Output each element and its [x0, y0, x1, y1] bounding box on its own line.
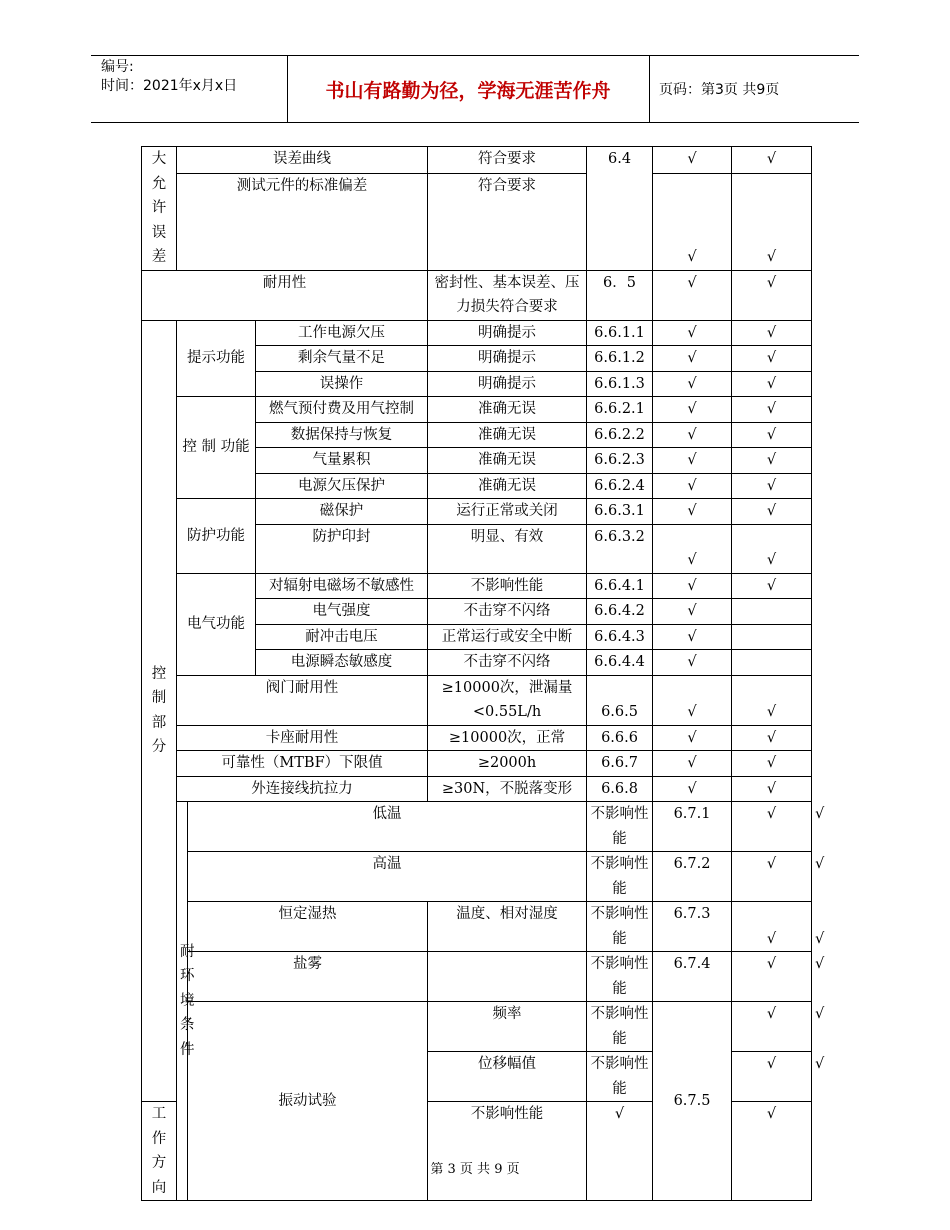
requirement-cell: 运行正常或关闭: [428, 499, 587, 525]
check-cell: √: [653, 173, 732, 270]
check-cell: √: [732, 776, 812, 802]
check-cell: √: [653, 473, 732, 499]
clause-cell: 6.6.2.3: [587, 448, 653, 474]
clause-cell: 6.6.2.4: [587, 473, 653, 499]
time-label: 时间：2021年x月x日: [101, 78, 238, 94]
check-cell: √: [732, 1102, 812, 1201]
table-row: [142, 147, 812, 174]
clause-cell: 6.6.3.2: [587, 524, 653, 573]
check-cell: √: [653, 397, 732, 423]
clause-cell: 6.6.2.2: [587, 422, 653, 448]
requirement-cell: ≥10000次，泄漏量<0.55L/h: [428, 675, 587, 725]
clause-cell: 6.6.4.3: [587, 624, 653, 650]
table-row: [142, 725, 812, 751]
item-cell: 低温: [188, 802, 587, 852]
check-cell: √: [732, 952, 812, 1002]
group-vibration: 振动试验: [188, 1002, 428, 1201]
requirement-cell: 准确无误: [428, 448, 587, 474]
item-cell: 测试元件的标准偏差: [177, 173, 428, 270]
check-cell: √: [653, 270, 732, 320]
item-cell: 误差曲线: [177, 147, 428, 174]
clause-cell: 6.7.5: [653, 1002, 732, 1201]
item-cell: 电气强度: [256, 599, 428, 625]
group-salt: 盐雾: [188, 952, 428, 1002]
check-cell: [732, 624, 812, 650]
item-cell: 电源瞬态敏感度: [256, 650, 428, 676]
check-cell: √: [732, 473, 812, 499]
header-divider: [649, 56, 650, 122]
item-cell: 对辐射电磁场不敏感性: [256, 573, 428, 599]
item-cell: 磁保护: [256, 499, 428, 525]
check-cell: √: [653, 371, 732, 397]
check-cell: √: [653, 499, 732, 525]
check-cell: √: [732, 524, 812, 573]
group-electric: 电气功能: [177, 573, 256, 675]
requirement-cell: 明确提示: [428, 320, 587, 346]
table-row: 恒定湿热 温度、相对湿度 不影响性能 6.7.3 √ √: [142, 902, 812, 952]
item-cell: 剩余气量不足: [256, 346, 428, 372]
check-cell: √: [732, 320, 812, 346]
check-cell: √: [653, 599, 732, 625]
item-cell: 高温: [188, 852, 587, 902]
clause-cell: 6.4: [587, 147, 653, 271]
clause-cell: 6.6.1.2: [587, 346, 653, 372]
check-cell: √: [653, 725, 732, 751]
requirement-cell: 不影响性能: [587, 952, 653, 1002]
header-motto: 书山有路勤为径，学海无涯苦作舟: [325, 79, 611, 102]
page-footer: 第 3 页 共 9 页: [430, 1162, 520, 1177]
group-prompt: 提示功能: [177, 320, 256, 397]
requirement-cell: 正常运行或安全中断: [428, 624, 587, 650]
requirement-cell: 不击穿不闪络: [428, 650, 587, 676]
requirement-cell: ≥30N，不脱落变形: [428, 776, 587, 802]
check-cell: √: [653, 448, 732, 474]
serial-label: 编号:: [101, 59, 134, 75]
requirement-cell: 符合要求: [428, 147, 587, 174]
check-cell: √: [732, 675, 812, 725]
requirement-cell: 符合要求: [428, 173, 587, 270]
requirement-cell: 不影响性能: [587, 1052, 653, 1102]
table-row: [142, 573, 812, 599]
clause-cell: 6．5: [587, 270, 653, 320]
check-cell: √: [732, 852, 812, 902]
item-cell: 阀门耐用性: [177, 675, 428, 725]
section-error: 大允许误差: [142, 147, 177, 271]
check-cell: √: [732, 147, 812, 174]
check-cell: √: [653, 524, 732, 573]
item-cell: 气量累积: [256, 448, 428, 474]
requirement-cell: 不影响性能: [587, 852, 653, 902]
table-row: 位移幅值 不影响性能 √ √: [142, 1052, 812, 1102]
clause-cell: 6.6.4.2: [587, 599, 653, 625]
table-row: [142, 499, 812, 525]
requirement-cell: 准确无误: [428, 397, 587, 423]
requirement-cell: 明确提示: [428, 371, 587, 397]
table-row: 耐环境条件 低温 不影响性能 6.7.1 √ √: [142, 802, 812, 852]
spec-table: [141, 146, 825, 1201]
clause-cell: 6.6.1.1: [587, 320, 653, 346]
check-cell: √: [732, 725, 812, 751]
check-cell: √: [732, 1002, 812, 1052]
section-environment: 耐环境条件: [177, 802, 188, 1201]
clause-cell: 6.7.1: [653, 802, 732, 852]
check-cell: √: [732, 499, 812, 525]
requirement-cell: 不影响性能: [587, 802, 653, 852]
check-cell: √: [653, 346, 732, 372]
item-cell: 频率: [428, 1002, 587, 1052]
item-cell: 数据保持与恢复: [256, 422, 428, 448]
item-cell: 外连接线抗拉力: [177, 776, 428, 802]
check-cell: √: [653, 624, 732, 650]
item-cell: 工作方向: [142, 1102, 177, 1201]
table-row: [142, 675, 812, 725]
check-cell: √: [732, 1052, 812, 1102]
item-cell: 耐冲击电压: [256, 624, 428, 650]
requirement-cell: ≥10000次，正常: [428, 725, 587, 751]
table-row: 振动试验 频率 不影响性能 6.7.5 √ √: [142, 1002, 812, 1052]
section-control: 控制部分: [142, 320, 177, 1102]
clause-cell: 6.6.2.1: [587, 397, 653, 423]
table-row: [142, 270, 812, 320]
clause-cell: 6.6.4.1: [587, 573, 653, 599]
table-row: [142, 751, 812, 777]
clause-cell: 6.7.4: [653, 952, 732, 1002]
clause-cell: 6.6.8: [587, 776, 653, 802]
requirement-cell: 不影响性能: [428, 573, 587, 599]
item-cell: 防护印封: [256, 524, 428, 573]
requirement-cell: 不影响性能: [587, 1002, 653, 1052]
clause-cell: 6.7.3: [653, 902, 732, 952]
item-cell: 温度、相对湿度: [428, 902, 587, 952]
header-page-info: 页码：第3页 共9页: [659, 82, 780, 98]
requirement-cell: 不影响性能: [428, 1102, 587, 1201]
check-cell: √: [653, 675, 732, 725]
item-cell: 可靠性（MTBF）下限值: [177, 751, 428, 777]
clause-cell: 6.7.2: [653, 852, 732, 902]
check-cell: √: [732, 270, 812, 320]
table-row: [142, 320, 812, 346]
check-cell: [732, 650, 812, 676]
clause-cell: 6.6.7: [587, 751, 653, 777]
table-row: 盐雾 不影响性能 6.7.4 √ √: [142, 952, 812, 1002]
check-cell: √: [653, 422, 732, 448]
requirement-cell: 准确无误: [428, 473, 587, 499]
item-cell: 工作电源欠压: [256, 320, 428, 346]
header-meta: [101, 58, 287, 96]
check-cell: √: [732, 371, 812, 397]
check-cell: √: [732, 751, 812, 777]
check-cell: √: [653, 573, 732, 599]
check-cell: √: [653, 650, 732, 676]
item-cell: [428, 952, 587, 1002]
check-cell: √: [732, 802, 812, 852]
group-humid: 恒定湿热: [188, 902, 428, 952]
clause-cell: 6.6.5: [587, 675, 653, 725]
check-cell: √: [653, 147, 732, 174]
table-row: [142, 397, 812, 423]
requirement-cell: ≥2000h: [428, 751, 587, 777]
requirement-cell: 密封性、基本误差、压力损失符合要求: [428, 270, 587, 320]
check-cell: √: [732, 346, 812, 372]
item-cell: 燃气预付费及用气控制: [256, 397, 428, 423]
clause-cell: 6.6.1.3: [587, 371, 653, 397]
check-cell: √: [653, 751, 732, 777]
check-cell: √: [653, 776, 732, 802]
table-row: 高温 不影响性能 6.7.2 √ √: [142, 852, 812, 902]
check-cell: √: [587, 1102, 653, 1201]
requirement-cell: 不影响性能: [587, 902, 653, 952]
check-cell: [732, 599, 812, 625]
item-cell: 位移幅值: [428, 1052, 587, 1102]
check-cell: √: [732, 173, 812, 270]
page-header: [91, 55, 859, 123]
item-cell: 误操作: [256, 371, 428, 397]
item-cell: 卡座耐用性: [177, 725, 428, 751]
clause-cell: 6.6.4.4: [587, 650, 653, 676]
check-cell: √: [732, 397, 812, 423]
check-cell: √: [653, 320, 732, 346]
item-cell: 耐用性: [142, 270, 428, 320]
check-cell: √: [732, 573, 812, 599]
clause-cell: 6.6.6: [587, 725, 653, 751]
requirement-cell: 明显、有效: [428, 524, 587, 573]
check-cell: √: [732, 448, 812, 474]
requirement-cell: 明确提示: [428, 346, 587, 372]
check-cell: √: [732, 902, 812, 952]
table-row: [142, 776, 812, 802]
requirement-cell: 不击穿不闪络: [428, 599, 587, 625]
requirement-cell: 准确无误: [428, 422, 587, 448]
check-cell: √: [732, 422, 812, 448]
table-row: [142, 173, 812, 270]
group-control: 控 制 功能: [177, 397, 256, 499]
group-protect: 防护功能: [177, 499, 256, 574]
clause-cell: 6.6.3.1: [587, 499, 653, 525]
item-cell: 电源欠压保护: [256, 473, 428, 499]
